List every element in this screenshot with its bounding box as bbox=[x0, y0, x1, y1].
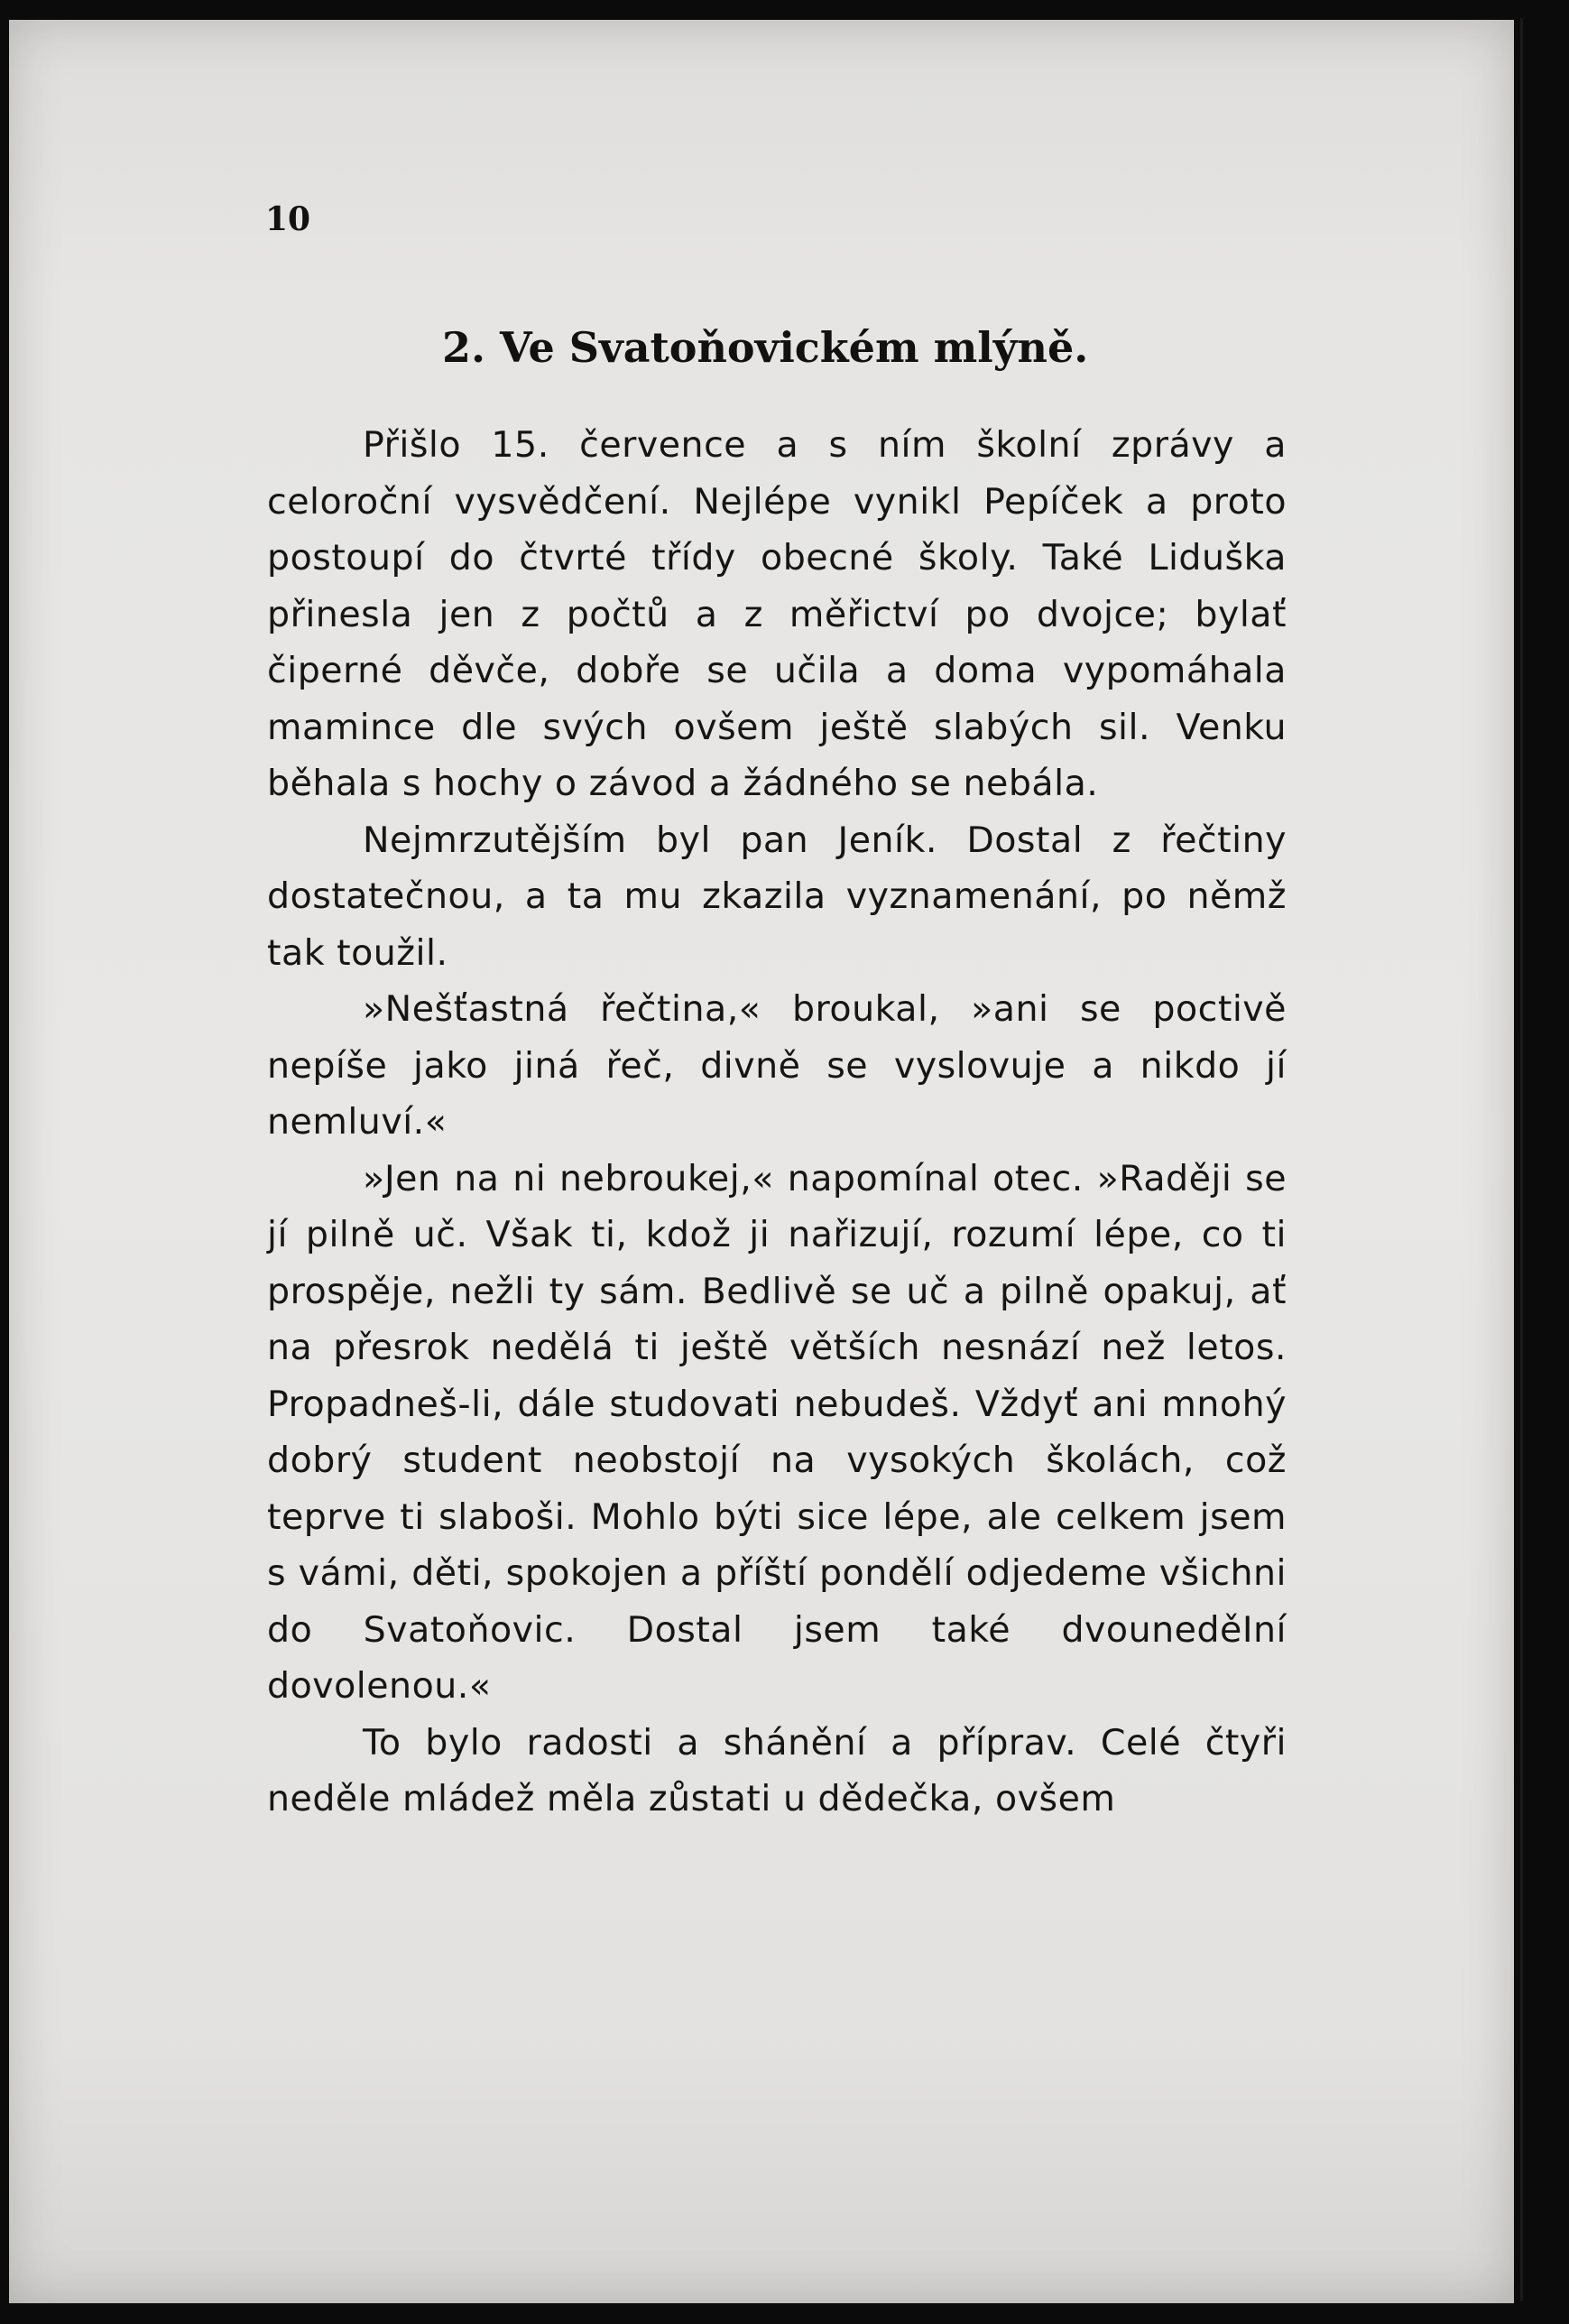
paragraph-4: »Jen na ni nebroukej,« napomínal otec. »Raději se jí pilně uč. Však ti, kdož ji nařizují, rozumí lépe, co ti prospěje, nežli ty sám. Bedlivě se uč a pilně opakuj, ať na přesrok nedělá ti ještě větších nesnází než letos. Propadneš-li, dále studovati nebudeš. Vždyť ani mnohý dobrý student neobstojí na vysokých školách, což teprve ti slaboši. Mohlo býti sice lépe, ale celkem jsem s vámi, děti, spokojen a příští pondělí odjedeme všichni do Svatoňovic. Dostal jsem také dvouneděIní dovolenou.« bbox=[267, 1157, 1287, 1707]
paragraph-2: Nejmrzutějším byl pan Jeník. Dostal z řečtiny dostatečnou, a ta mu zkazila vyznamenání, po němž tak toužil. bbox=[267, 819, 1287, 974]
paragraph-1: Přišlo 15. července a s ním školní zprávy a celoroční vysvědčení. Nejlépe vynikl Pepíček a proto postoupí do čtvrté třídy obecné školy. Také Liduška přinesla jen z počtů a z měřictví po dvojce; bylať čiperné děvče, dobře se učila a doma vypomáhala mamince dle svých ovšem ještě slabých sil. Venku běhala s hochy o závod a žádného se nebála. bbox=[267, 424, 1287, 804]
chapter-heading: 2. Ve Svatoňovickém mlýně. bbox=[442, 323, 1089, 372]
body-text bbox=[267, 417, 1287, 1828]
paragraph-3: »Nešťastná řečtina,« broukal, »ani se poctivě nepíše jako jiná řeč, divně se vyslovuje a nikdo jí nemluví.« bbox=[267, 988, 1287, 1143]
page-number: 10 bbox=[265, 200, 311, 238]
paragraph-5: To bylo radosti a shánění a příprav. Celé čtyři neděle mládež měla zůstati u dědečka, ovšem bbox=[267, 1721, 1287, 1819]
page-fold-line bbox=[1520, 18, 1523, 2301]
